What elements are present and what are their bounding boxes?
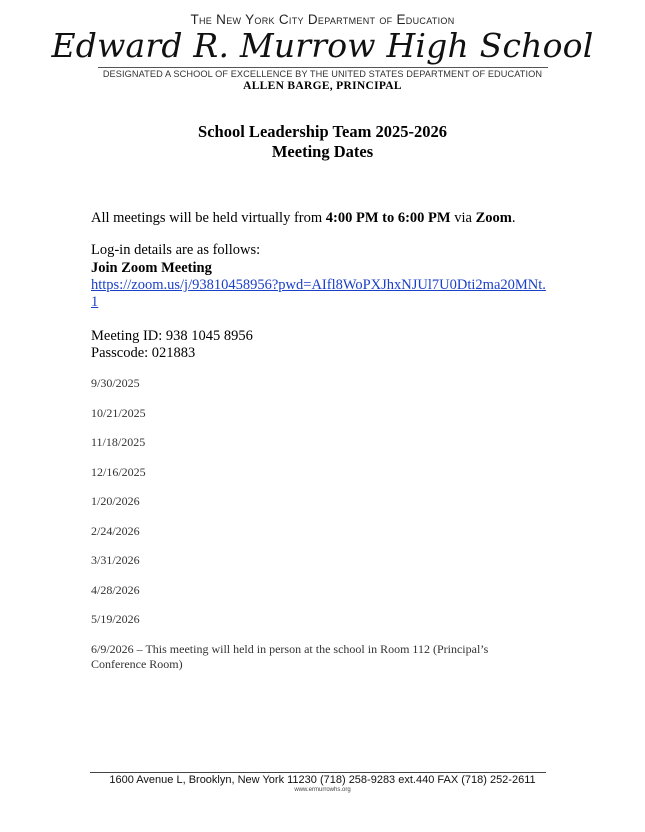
- header-divider: [98, 67, 548, 68]
- footer-website[interactable]: www.ermurrowhs.org: [294, 787, 351, 793]
- meeting-passcode: Passcode: 021883: [91, 345, 196, 361]
- meeting-date: 5/19/2026: [91, 612, 140, 626]
- page-title: [0, 122, 645, 162]
- meeting-time: 4:00 PM to 6:00 PM: [325, 210, 451, 226]
- meeting-date: 1/20/2026: [91, 494, 140, 508]
- meeting-intro: [91, 210, 515, 227]
- title-line-2: Meeting Dates: [271, 142, 374, 161]
- school-name: Edward R. Murrow High School: [51, 26, 594, 65]
- join-zoom-label: Join Zoom Meeting: [91, 260, 212, 276]
- meeting-date: 9/30/2025: [91, 376, 140, 390]
- intro-suffix: .: [511, 210, 516, 226]
- department-name: The New York City Department of Education: [190, 12, 455, 27]
- meeting-date: 11/18/2025: [91, 435, 146, 449]
- meeting-date-in-person: 6/9/2026 – This meeting will held in person at the school in Room 112 (Principal’s Conference Room): [91, 641, 489, 671]
- title-line-1: School Leadership Team 2025-2026: [198, 122, 447, 141]
- meeting-platform: Zoom: [475, 210, 512, 226]
- meeting-date: 4/28/2026: [91, 582, 140, 597]
- meeting-id: Meeting ID: 938 1045 8956: [91, 328, 253, 344]
- footer-address: 1600 Avenue L, Brooklyn, New York 11230 (718) 258-9283 ext.440 FAX (718) 252-2611: [109, 774, 536, 786]
- meeting-date: 12/16/2025: [91, 464, 146, 479]
- meeting-date: 10/21/2025: [91, 405, 146, 420]
- meeting-date: 3/31/2026: [91, 553, 140, 567]
- meeting-date: 2/24/2026: [91, 523, 140, 538]
- meeting-dates-list: [91, 376, 531, 671]
- intro-prefix: All meetings will be held virtually from: [91, 210, 326, 226]
- principal-name: ALLEN BARGE, PRINCIPAL: [243, 80, 402, 92]
- footer-divider: [90, 772, 546, 773]
- intro-via: via: [450, 210, 476, 226]
- zoom-meeting-link[interactable]: https://zoom.us/j/93810458956?pwd=AIfl8WoPXJhxNJUl7U0Dti2ma20MNt.1: [91, 277, 546, 310]
- school-designation: DESIGNATED A SCHOOL OF EXCELLENCE BY THE UNITED STATES DEPARTMENT OF EDUCATION: [102, 69, 543, 79]
- login-label: Log-in details are as follows:: [91, 242, 261, 258]
